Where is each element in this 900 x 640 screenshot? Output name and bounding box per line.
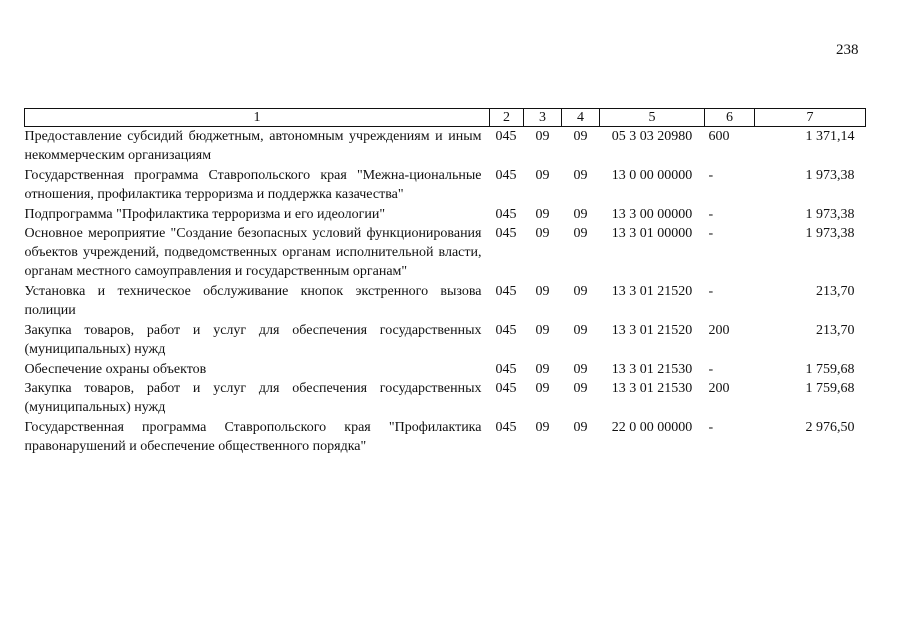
item-name: Обеспечение охраны объектов xyxy=(24,362,207,377)
col4-code: 09 xyxy=(573,323,588,338)
col2-code: 045 xyxy=(495,207,517,222)
col3-code: 09 xyxy=(535,168,550,183)
table-body xyxy=(25,127,866,457)
amount: 213,70 xyxy=(816,284,855,299)
target-code: 13 0 00 00000 xyxy=(611,168,693,183)
header-cell-7: 7 xyxy=(755,109,866,127)
target-code: 13 3 01 21530 xyxy=(611,381,693,396)
col4-code: 09 xyxy=(573,420,588,435)
amount: 213,70 xyxy=(816,323,855,338)
table-row xyxy=(25,379,866,418)
item-name: Закупка товаров, работ и услуг для обеспечения государственных (муниципальных) нужд xyxy=(24,381,482,415)
amount: 1 759,68 xyxy=(805,362,855,377)
table-row xyxy=(25,418,866,456)
expense-kind: - xyxy=(708,420,714,435)
col3-code: 09 xyxy=(535,420,550,435)
col2-code: 045 xyxy=(495,284,517,299)
amount: 1 759,68 xyxy=(805,381,855,396)
amount: 1 973,38 xyxy=(805,207,855,222)
col2-code: 045 xyxy=(495,381,517,396)
amount: 2 976,50 xyxy=(805,420,855,435)
amount: 1 973,38 xyxy=(805,168,855,183)
col2-code: 045 xyxy=(495,323,517,338)
table-header-row xyxy=(25,109,866,127)
header-cell-1: 1 xyxy=(25,109,490,127)
col2-code: 045 xyxy=(495,362,517,377)
target-code: 13 3 01 21530 xyxy=(611,362,693,377)
expense-kind: 200 xyxy=(708,323,730,338)
table-row xyxy=(25,282,866,321)
col4-code: 09 xyxy=(573,168,588,183)
table-row xyxy=(25,127,866,167)
col3-code: 09 xyxy=(535,226,550,241)
expense-kind: - xyxy=(708,284,714,299)
target-code: 13 3 01 21520 xyxy=(611,284,693,299)
table-row xyxy=(25,360,866,379)
col4-code: 09 xyxy=(573,129,588,144)
col2-code: 045 xyxy=(495,420,517,435)
col3-code: 09 xyxy=(535,323,550,338)
expense-kind: - xyxy=(708,362,714,377)
table-row xyxy=(25,205,866,224)
header-cell-5: 5 xyxy=(600,109,705,127)
col2-code: 045 xyxy=(495,129,517,144)
col4-code: 09 xyxy=(573,381,588,396)
expense-kind: 600 xyxy=(708,129,730,144)
table-row xyxy=(25,321,866,360)
amount: 1 973,38 xyxy=(805,226,855,241)
col3-code: 09 xyxy=(535,129,550,144)
col4-code: 09 xyxy=(573,284,588,299)
item-name: Подпрограмма "Профилактика терроризма и его идеологии" xyxy=(24,207,386,222)
header-cell-3: 3 xyxy=(524,109,562,127)
col2-code: 045 xyxy=(495,226,517,241)
item-name: Государственная программа Ставропольского края "Межна-циональные отношения, профилактика терроризма и поддержка казачества" xyxy=(24,168,482,202)
col3-code: 09 xyxy=(535,362,550,377)
page-number: 238 xyxy=(836,42,859,58)
expense-kind: - xyxy=(708,168,714,183)
table-row xyxy=(25,166,866,205)
item-name: Основное мероприятие "Создание безопасных условий функционирования объектов учреждений, подведомственных органам исполнительной власти, органам местного самоуправления и государственным органам" xyxy=(24,226,482,279)
budget-table xyxy=(24,108,866,456)
target-code: 05 3 03 20980 xyxy=(611,129,693,144)
item-name: Установка и техническое обслуживание кнопок экстренного вызова полиции xyxy=(24,284,482,318)
col4-code: 09 xyxy=(573,226,588,241)
expense-kind: - xyxy=(708,226,714,241)
col2-code: 045 xyxy=(495,168,517,183)
target-code: 13 3 01 21520 xyxy=(611,323,693,338)
expense-kind: - xyxy=(708,207,714,222)
col3-code: 09 xyxy=(535,284,550,299)
col4-code: 09 xyxy=(573,207,588,222)
header-cell-6: 6 xyxy=(705,109,755,127)
header-cell-4: 4 xyxy=(562,109,600,127)
target-code: 13 3 00 00000 xyxy=(611,207,693,222)
table-row xyxy=(25,224,866,282)
col4-code: 09 xyxy=(573,362,588,377)
item-name: Закупка товаров, работ и услуг для обеспечения государственных (муниципальных) нужд xyxy=(24,323,482,357)
target-code: 22 0 00 00000 xyxy=(611,420,693,435)
header-cell-2: 2 xyxy=(490,109,524,127)
expense-kind: 200 xyxy=(708,381,730,396)
table-header xyxy=(25,109,866,127)
item-name: Государственная программа Ставропольского края "Профилактика правонарушений и обеспечение общественного порядка" xyxy=(24,420,482,454)
amount: 1 371,14 xyxy=(805,129,855,144)
item-name: Предоставление субсидий бюджетным, автономным учреждениям и иным некоммерческим организациям xyxy=(24,129,482,163)
col3-code: 09 xyxy=(535,207,550,222)
target-code: 13 3 01 00000 xyxy=(611,226,693,241)
col3-code: 09 xyxy=(535,381,550,396)
